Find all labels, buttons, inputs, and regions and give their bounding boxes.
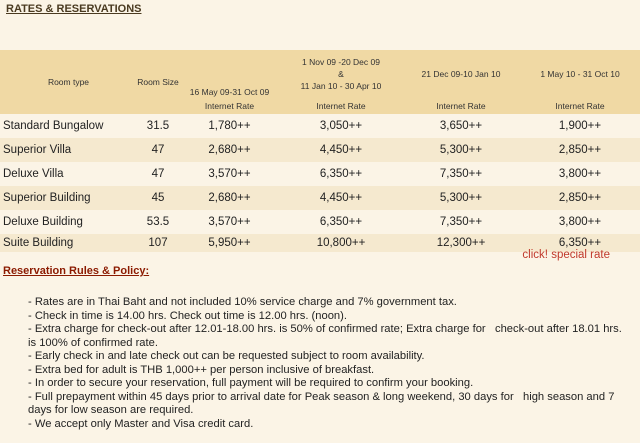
rate-cell: 2,680++ <box>179 186 280 210</box>
room-type-cell: Superior Building <box>0 186 137 210</box>
rules-list <box>28 296 628 431</box>
room-type-cell: Superior Villa <box>0 138 137 162</box>
header-season-4: 1 May 10 - 31 Oct 10 <box>520 50 640 98</box>
click-label: click! <box>522 249 548 261</box>
rate-cell: 6,350++ <box>280 210 402 234</box>
header-room-type: Room type <box>0 50 137 114</box>
rate-cell: 6,350++ <box>280 162 402 186</box>
rate-cell: 5,300++ <box>402 186 520 210</box>
rule-item: - Check in time is 14.00 hrs. Check out time is 12.00 hrs. (noon). <box>28 309 347 322</box>
rates-table <box>0 50 640 252</box>
rate-cell: 7,350++ <box>402 210 520 234</box>
rate-cell: 6,350++ <box>520 234 640 252</box>
page-title: RATES & RESERVATIONS <box>6 3 142 15</box>
header-internet-rate: Internet Rate <box>520 98 640 114</box>
rate-cell: 4,450++ <box>280 186 402 210</box>
room-size-cell: 45 <box>137 186 179 210</box>
rate-cell: 5,950++ <box>179 234 280 252</box>
rate-cell: 2,850++ <box>520 138 640 162</box>
table-row <box>0 186 640 210</box>
rate-cell: 3,650++ <box>402 114 520 138</box>
header-season-2: 1 Nov 09 -20 Dec 09 & 11 Jan 10 - 30 Apr 10 <box>280 50 402 98</box>
room-type-cell: Standard Bungalow <box>0 114 137 138</box>
rule-item: - Extra charge for check-out after 12.01-18.00 hrs. is 50% of confirmed rate; Extra charge for check-out after 18.01 hrs. is 100% of confirmed rate. <box>28 323 622 349</box>
rate-cell: 3,800++ <box>520 210 640 234</box>
rules-title: Reservation Rules & Policy: <box>3 265 150 277</box>
rate-cell: 2,680++ <box>179 138 280 162</box>
rate-cell: 1,780++ <box>179 114 280 138</box>
rate-cell: 4,450++ <box>280 138 402 162</box>
rate-cell: 1,900++ <box>520 114 640 138</box>
room-type-cell: Deluxe Building <box>0 210 137 234</box>
header-room-size: Room Size <box>137 50 179 114</box>
rule-item: - Full prepayment within 45 days prior to arrival date for Peak season & long weekend, 30 days for high season and 7 days for low season are required. <box>28 390 615 416</box>
header-season-1: 16 May 09-31 Oct 09 <box>179 50 280 98</box>
room-type-cell: Suite Building <box>0 234 137 252</box>
rate-cell: 3,570++ <box>179 210 280 234</box>
room-size-cell: 47 <box>137 162 179 186</box>
room-type-cell: Deluxe Villa <box>0 162 137 186</box>
room-size-cell: 107 <box>137 234 179 252</box>
rate-cell: 7,350++ <box>402 162 520 186</box>
table-row <box>0 162 640 186</box>
rule-item: - Extra bed for adult is THB 1,000++ per person inclusive of breakfast. <box>28 363 375 376</box>
rate-cell: 3,570++ <box>179 162 280 186</box>
special-rate-line <box>522 249 610 261</box>
header-internet-rate: Internet Rate <box>402 98 520 114</box>
table-row <box>0 138 640 162</box>
rate-cell: 3,800++ <box>520 162 640 186</box>
header-internet-rate: Internet Rate <box>280 98 402 114</box>
rate-cell: 5,300++ <box>402 138 520 162</box>
header-season-3: 21 Dec 09-10 Jan 10 <box>402 50 520 98</box>
rate-cell: 2,850++ <box>520 186 640 210</box>
header-internet-rate: Internet Rate <box>179 98 280 114</box>
rule-item: - Rates are in Thai Baht and not included 10% service charge and 7% government tax. <box>28 296 457 308</box>
room-size-cell: 31.5 <box>137 114 179 138</box>
rule-item: - In order to secure your reservation, full payment will be required to confirm your booking. <box>28 377 474 389</box>
rate-cell: 12,300++ <box>402 234 520 252</box>
room-size-cell: 47 <box>137 138 179 162</box>
special-rate-link[interactable]: special rate <box>551 249 610 261</box>
room-size-cell: 53.5 <box>137 210 179 234</box>
table-row <box>0 114 640 138</box>
rule-item: - Early check in and late check out can be requested subject to room availability. <box>28 350 425 362</box>
rate-cell: 10,800++ <box>280 234 402 252</box>
rule-item: - We accept only Master and Visa credit card. <box>28 417 254 430</box>
rate-cell: 3,050++ <box>280 114 402 138</box>
table-row <box>0 210 640 234</box>
